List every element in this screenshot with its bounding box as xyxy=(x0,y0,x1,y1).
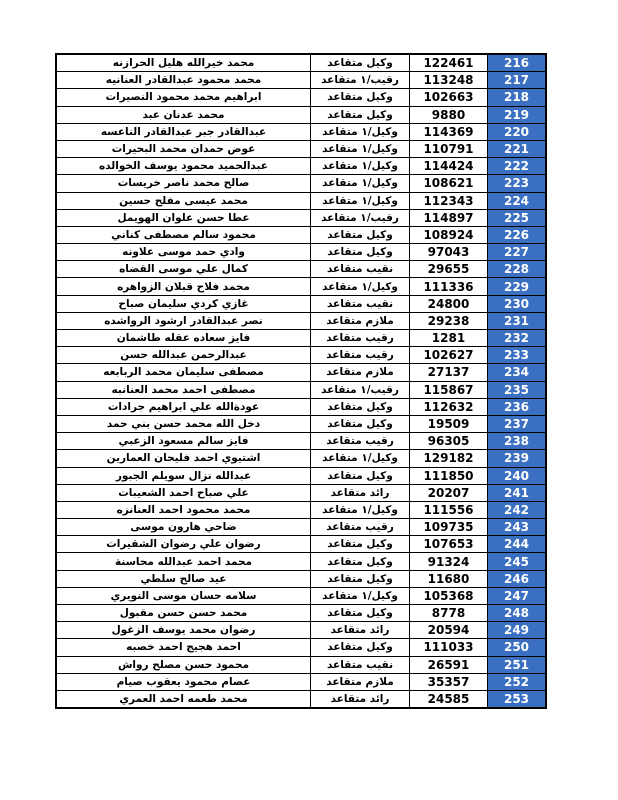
sequence-number-cell: 238 xyxy=(488,433,547,450)
table-row xyxy=(56,639,546,656)
name-cell: محمد محمود احمد العنانزه xyxy=(56,501,311,518)
military-number-cell: 97043 xyxy=(410,244,488,261)
table-row xyxy=(56,347,546,364)
table-row xyxy=(56,553,546,570)
table-row xyxy=(56,158,546,175)
name-cell: مصطفى احمد محمد العنانبه xyxy=(56,381,311,398)
military-number-cell: 29238 xyxy=(410,312,488,329)
military-number-cell: 11680 xyxy=(410,570,488,587)
table-row xyxy=(56,381,546,398)
sequence-number-cell: 239 xyxy=(488,450,547,467)
rank-cell: ملازم متقاعد xyxy=(311,364,410,381)
military-number-cell: 114897 xyxy=(410,209,488,226)
name-cell: عبدالقادر جبر عبدالقادر الناعسه xyxy=(56,123,311,140)
military-number-cell: 29655 xyxy=(410,261,488,278)
name-cell: اشتيوي احمد فليحان العمارين xyxy=(56,450,311,467)
rank-cell: وكيل متقاعد xyxy=(311,89,410,106)
military-number-cell: 114424 xyxy=(410,158,488,175)
military-number-cell: 113248 xyxy=(410,72,488,89)
table-row xyxy=(56,570,546,587)
rank-cell: نقيب متقاعد xyxy=(311,261,410,278)
name-cell: احمد هجيج احمد خصبه xyxy=(56,639,311,656)
military-number-cell: 24800 xyxy=(410,295,488,312)
military-number-cell: 35357 xyxy=(410,673,488,690)
name-cell: محمود سالم مصطفى كناني xyxy=(56,226,311,243)
table-row xyxy=(56,278,546,295)
table-row xyxy=(56,106,546,123)
rank-cell: وكيل/١ متقاعد xyxy=(311,587,410,604)
sequence-number-cell: 219 xyxy=(488,106,547,123)
sequence-number-cell: 223 xyxy=(488,175,547,192)
table-row xyxy=(56,295,546,312)
rank-cell: نقيب متقاعد xyxy=(311,656,410,673)
table-row xyxy=(56,89,546,106)
table-row xyxy=(56,72,546,89)
military-number-cell: 1281 xyxy=(410,330,488,347)
rank-cell: وكيل متقاعد xyxy=(311,553,410,570)
rank-cell: وكيل متقاعد xyxy=(311,106,410,123)
rank-cell: رقيب متقاعد xyxy=(311,519,410,536)
military-number-cell: 122461 xyxy=(410,54,488,72)
table-row xyxy=(56,450,546,467)
rank-cell: رائد متقاعد xyxy=(311,484,410,501)
table-row xyxy=(56,433,546,450)
military-number-cell: 108621 xyxy=(410,175,488,192)
military-number-cell: 8778 xyxy=(410,605,488,622)
name-cell: سلامه حسان موسى النويري xyxy=(56,587,311,604)
records-table xyxy=(55,53,547,709)
name-cell: عصام محمود يعقوب صيام xyxy=(56,673,311,690)
sequence-number-cell: 228 xyxy=(488,261,547,278)
military-number-cell: 102663 xyxy=(410,89,488,106)
table-row xyxy=(56,226,546,243)
military-number-cell: 110791 xyxy=(410,140,488,157)
name-cell: كمال علي موسى القضاه xyxy=(56,261,311,278)
name-cell: عودةالله علي ابراهيم جرادات xyxy=(56,398,311,415)
name-cell: ضاحي هارون موسى xyxy=(56,519,311,536)
rank-cell: رقيب متقاعد xyxy=(311,347,410,364)
table-row xyxy=(56,364,546,381)
sequence-number-cell: 226 xyxy=(488,226,547,243)
name-cell: عبدالرحمن عبدالله حسن xyxy=(56,347,311,364)
sequence-number-cell: 227 xyxy=(488,244,547,261)
rank-cell: وكيل/١ متقاعد xyxy=(311,501,410,518)
military-number-cell: 112343 xyxy=(410,192,488,209)
table-row xyxy=(56,175,546,192)
rank-cell: رقيب/١ متقاعد xyxy=(311,72,410,89)
table-row xyxy=(56,536,546,553)
table-row xyxy=(56,312,546,329)
military-number-cell: 107653 xyxy=(410,536,488,553)
table-row xyxy=(56,398,546,415)
sequence-number-cell: 253 xyxy=(488,690,547,708)
military-number-cell: 115867 xyxy=(410,381,488,398)
rank-cell: وكيل/١ متقاعد xyxy=(311,192,410,209)
name-cell: محمد فلاح قبلان الزواهره xyxy=(56,278,311,295)
name-cell: عطا حسن علوان الهويمل xyxy=(56,209,311,226)
sequence-number-cell: 246 xyxy=(488,570,547,587)
name-cell: عبدالله نزال سويلم الجبور xyxy=(56,467,311,484)
military-number-cell: 19509 xyxy=(410,415,488,432)
table-row xyxy=(56,261,546,278)
sequence-number-cell: 221 xyxy=(488,140,547,157)
military-number-cell: 9880 xyxy=(410,106,488,123)
military-number-cell: 111556 xyxy=(410,501,488,518)
name-cell: محمد محمود عبدالقادر العنانيه xyxy=(56,72,311,89)
sequence-number-cell: 233 xyxy=(488,347,547,364)
military-number-cell: 109735 xyxy=(410,519,488,536)
rank-cell: وكيل متقاعد xyxy=(311,415,410,432)
rank-cell: وكيل متقاعد xyxy=(311,54,410,72)
rank-cell: وكيل متقاعد xyxy=(311,639,410,656)
table-row xyxy=(56,330,546,347)
table-row xyxy=(56,140,546,157)
name-cell: عوض حمدان محمد البحيرات xyxy=(56,140,311,157)
name-cell: وادي حمد موسى علاونه xyxy=(56,244,311,261)
rank-cell: وكيل/١ متقاعد xyxy=(311,158,410,175)
rank-cell: نقيب متقاعد xyxy=(311,295,410,312)
military-number-cell: 20207 xyxy=(410,484,488,501)
rank-cell: رائد متقاعد xyxy=(311,690,410,708)
name-cell: محمد حسن حسن مقبول xyxy=(56,605,311,622)
sequence-number-cell: 251 xyxy=(488,656,547,673)
rank-cell: رقيب/١ متقاعد xyxy=(311,381,410,398)
rank-cell: وكيل متقاعد xyxy=(311,398,410,415)
military-number-cell: 129182 xyxy=(410,450,488,467)
name-cell: ابراهيم محمد محمود النصيرات xyxy=(56,89,311,106)
name-cell: محمد طعمه احمد العمري xyxy=(56,690,311,708)
rank-cell: وكيل/١ متقاعد xyxy=(311,175,410,192)
sequence-number-cell: 235 xyxy=(488,381,547,398)
rank-cell: ملازم متقاعد xyxy=(311,673,410,690)
table-row xyxy=(56,467,546,484)
name-cell: عيد صالح سلطي xyxy=(56,570,311,587)
rank-cell: وكيل متقاعد xyxy=(311,570,410,587)
sequence-number-cell: 234 xyxy=(488,364,547,381)
table-row xyxy=(56,622,546,639)
table-row xyxy=(56,587,546,604)
sequence-number-cell: 216 xyxy=(488,54,547,72)
rank-cell: رائد متقاعد xyxy=(311,622,410,639)
rank-cell: وكيل متقاعد xyxy=(311,536,410,553)
military-number-cell: 91324 xyxy=(410,553,488,570)
sequence-number-cell: 231 xyxy=(488,312,547,329)
name-cell: محمد خيرالله هليل الحرازنه xyxy=(56,54,311,72)
table-row xyxy=(56,123,546,140)
sequence-number-cell: 237 xyxy=(488,415,547,432)
name-cell: محمد عدنان عبد xyxy=(56,106,311,123)
name-cell: فايز سالم مسعود الزعبي xyxy=(56,433,311,450)
table-row xyxy=(56,415,546,432)
sequence-number-cell: 220 xyxy=(488,123,547,140)
name-cell: صالح محمد ناصر خريسات xyxy=(56,175,311,192)
table-row xyxy=(56,656,546,673)
table-row xyxy=(56,54,546,72)
military-number-cell: 111336 xyxy=(410,278,488,295)
rank-cell: وكيل/١ متقاعد xyxy=(311,278,410,295)
military-number-cell: 108924 xyxy=(410,226,488,243)
name-cell: محمد احمد عبدالله محاسنة xyxy=(56,553,311,570)
name-cell: عبدالحميد محمود يوسف الخوالده xyxy=(56,158,311,175)
name-cell: دخل الله محمد حسن بني حمد xyxy=(56,415,311,432)
military-number-cell: 111033 xyxy=(410,639,488,656)
name-cell: رضوان علي رضوان الشقيرات xyxy=(56,536,311,553)
sequence-number-cell: 224 xyxy=(488,192,547,209)
table-row xyxy=(56,209,546,226)
military-number-cell: 20594 xyxy=(410,622,488,639)
sequence-number-cell: 249 xyxy=(488,622,547,639)
military-number-cell: 111850 xyxy=(410,467,488,484)
table-row xyxy=(56,192,546,209)
rank-cell: وكيل متقاعد xyxy=(311,605,410,622)
sequence-number-cell: 218 xyxy=(488,89,547,106)
military-number-cell: 24585 xyxy=(410,690,488,708)
sequence-number-cell: 217 xyxy=(488,72,547,89)
sequence-number-cell: 230 xyxy=(488,295,547,312)
military-number-cell: 26591 xyxy=(410,656,488,673)
sequence-number-cell: 232 xyxy=(488,330,547,347)
sequence-number-cell: 250 xyxy=(488,639,547,656)
table-row xyxy=(56,690,546,708)
name-cell: محمود حسن مصلح رواش xyxy=(56,656,311,673)
sequence-number-cell: 247 xyxy=(488,587,547,604)
sequence-number-cell: 222 xyxy=(488,158,547,175)
military-number-cell: 112632 xyxy=(410,398,488,415)
sequence-number-cell: 245 xyxy=(488,553,547,570)
name-cell: علي صباح احمد الشعيبات xyxy=(56,484,311,501)
rank-cell: وكيل متقاعد xyxy=(311,244,410,261)
records-table-body xyxy=(56,54,546,708)
name-cell: مصطفى سليمان محمد الربابعه xyxy=(56,364,311,381)
rank-cell: رقيب متقاعد xyxy=(311,330,410,347)
name-cell: غازي كردي سليمان صباح xyxy=(56,295,311,312)
table-row xyxy=(56,605,546,622)
military-number-cell: 27137 xyxy=(410,364,488,381)
military-number-cell: 105368 xyxy=(410,587,488,604)
military-number-cell: 96305 xyxy=(410,433,488,450)
table-row xyxy=(56,519,546,536)
rank-cell: وكيل/١ متقاعد xyxy=(311,140,410,157)
rank-cell: وكيل متقاعد xyxy=(311,467,410,484)
sequence-number-cell: 225 xyxy=(488,209,547,226)
military-number-cell: 114369 xyxy=(410,123,488,140)
rank-cell: وكيل متقاعد xyxy=(311,226,410,243)
name-cell: فايز سعاده عقله طاشمان xyxy=(56,330,311,347)
sequence-number-cell: 241 xyxy=(488,484,547,501)
table-row xyxy=(56,673,546,690)
sequence-number-cell: 244 xyxy=(488,536,547,553)
rank-cell: رقيب/١ متقاعد xyxy=(311,209,410,226)
rank-cell: وكيل/١ متقاعد xyxy=(311,123,410,140)
name-cell: رضوان محمد يوسف الزغول xyxy=(56,622,311,639)
sequence-number-cell: 243 xyxy=(488,519,547,536)
sequence-number-cell: 240 xyxy=(488,467,547,484)
sequence-number-cell: 252 xyxy=(488,673,547,690)
name-cell: محمد عيسى مفلح حسين xyxy=(56,192,311,209)
rank-cell: رقيب متقاعد xyxy=(311,433,410,450)
military-number-cell: 102627 xyxy=(410,347,488,364)
table-row xyxy=(56,501,546,518)
sequence-number-cell: 248 xyxy=(488,605,547,622)
sequence-number-cell: 236 xyxy=(488,398,547,415)
table-row xyxy=(56,484,546,501)
rank-cell: وكيل/١ متقاعد xyxy=(311,450,410,467)
rank-cell: ملازم متقاعد xyxy=(311,312,410,329)
table-row xyxy=(56,244,546,261)
name-cell: نصر عبدالقادر ارشود الرواشده xyxy=(56,312,311,329)
sequence-number-cell: 242 xyxy=(488,501,547,518)
sequence-number-cell: 229 xyxy=(488,278,547,295)
